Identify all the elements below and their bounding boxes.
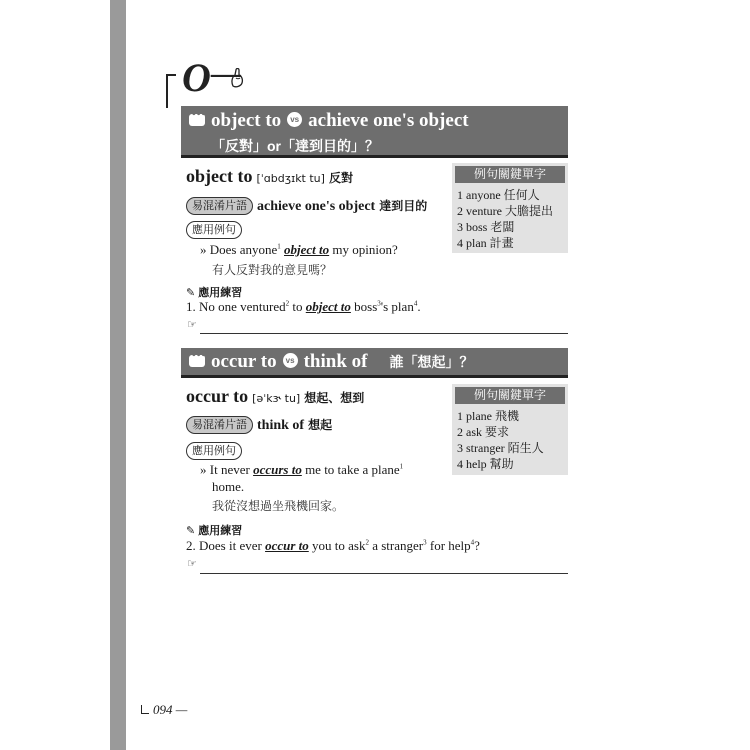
keyword-item: 3 stranger 陌生人	[457, 441, 544, 455]
headword-meaning: 反對	[328, 171, 353, 185]
example-tag: 應用例句	[186, 442, 242, 460]
chapter-bracket	[166, 74, 176, 108]
headword: occur to	[186, 386, 249, 406]
keyword-item: 1 anyone 任何人	[457, 188, 540, 202]
confusable-meaning: 想起	[308, 418, 333, 432]
answer-line	[200, 573, 568, 574]
keyword-item: 4 plan 計畫	[457, 236, 514, 250]
keyword-item: 4 help 幫助	[457, 457, 514, 471]
confusable-tag: 易混淆片語	[186, 416, 253, 434]
confusable-row	[186, 197, 427, 215]
pointing-hand-icon: ☞	[187, 318, 197, 331]
example-tag-row	[186, 221, 242, 239]
practice-sentence: 1. No one ventured$^2$ to object to boss$^3$'s plan$^4$.	[186, 299, 421, 314]
headword: object to	[186, 166, 253, 186]
headword-meaning: 想起、想到	[304, 391, 365, 405]
header-phrase-b: achieve one's object	[308, 110, 469, 131]
page-footer: 094 —	[141, 702, 187, 718]
pencil-icon: ✎	[186, 286, 196, 299]
headword-line	[186, 166, 353, 187]
header-chinese: 誰「想起」？	[389, 354, 474, 370]
headword-line	[186, 386, 364, 407]
example-translation: 我從沒想過坐飛機回家。	[212, 499, 345, 513]
header-phrase-a: occur to	[211, 351, 277, 372]
hand-icon	[230, 68, 244, 88]
confusable-phrase: achieve one's object	[257, 199, 376, 214]
header-phrase-a: object to	[211, 110, 282, 131]
keywords-box	[452, 384, 568, 475]
practice-highlight: occur to	[265, 538, 309, 553]
speech-bubble-icon	[189, 355, 205, 367]
keyword-item: 1 plane 飛機	[457, 409, 519, 423]
example-translation: 有人反對我的意見嗎？	[212, 263, 333, 277]
vs-circle-icon: vs	[287, 112, 302, 127]
answer-line	[200, 333, 568, 334]
phonetic: [əˈkɝ tu]	[252, 392, 301, 405]
pencil-icon: ✎	[186, 524, 196, 537]
chapter-letter-text: O	[182, 55, 211, 100]
vs-circle-icon: vs	[283, 353, 298, 368]
section-header-object-to	[181, 106, 568, 158]
speech-bubble-icon	[189, 114, 205, 126]
confusable-phrase: think of	[257, 418, 305, 433]
keywords-title: 例句關鍵單字	[455, 166, 565, 183]
example-sentence-continued: home.	[212, 479, 245, 494]
example-sentence: » Does anyone$^1$ object to my opinion?	[200, 242, 398, 257]
practice-label: ✎ 應用練習	[186, 286, 243, 299]
binding-spine	[110, 0, 126, 750]
practice-sentence: 2. Does it ever occur to you to ask$^2$ a stranger$^3$ for help$^4$?	[186, 538, 480, 553]
phonetic: [ˈɑbdʒɪkt tu]	[256, 172, 325, 185]
section-header-occur-to	[181, 348, 568, 378]
example-tag-row	[186, 442, 242, 460]
confusable-row	[186, 416, 332, 434]
keyword-item: 2 ask 要求	[457, 425, 509, 439]
keyword-item: 3 boss 老闆	[457, 220, 515, 234]
header-phrase-b: think of	[303, 351, 368, 372]
keywords-title: 例句關鍵單字	[455, 387, 565, 404]
example-tag: 應用例句	[186, 221, 242, 239]
keywords-box	[452, 163, 568, 253]
chapter-letter: O—	[182, 55, 241, 100]
keyword-item: 2 venture 大膽提出	[457, 204, 553, 218]
confusable-meaning: 達到目的	[379, 199, 428, 213]
page-number: 094	[153, 702, 173, 717]
example-highlight: object to	[284, 242, 330, 257]
header-chinese: 「反對」or「達到目的」？	[211, 138, 379, 154]
practice-label: ✎ 應用練習	[186, 524, 243, 537]
example-sentence: » It never occurs to me to take a plane$^1$	[200, 462, 404, 477]
confusable-tag: 易混淆片語	[186, 197, 253, 215]
footer-corner	[141, 705, 149, 714]
practice-highlight: object to	[305, 299, 351, 314]
example-highlight: occurs to	[253, 462, 302, 477]
pointing-hand-icon: ☞	[187, 557, 197, 570]
